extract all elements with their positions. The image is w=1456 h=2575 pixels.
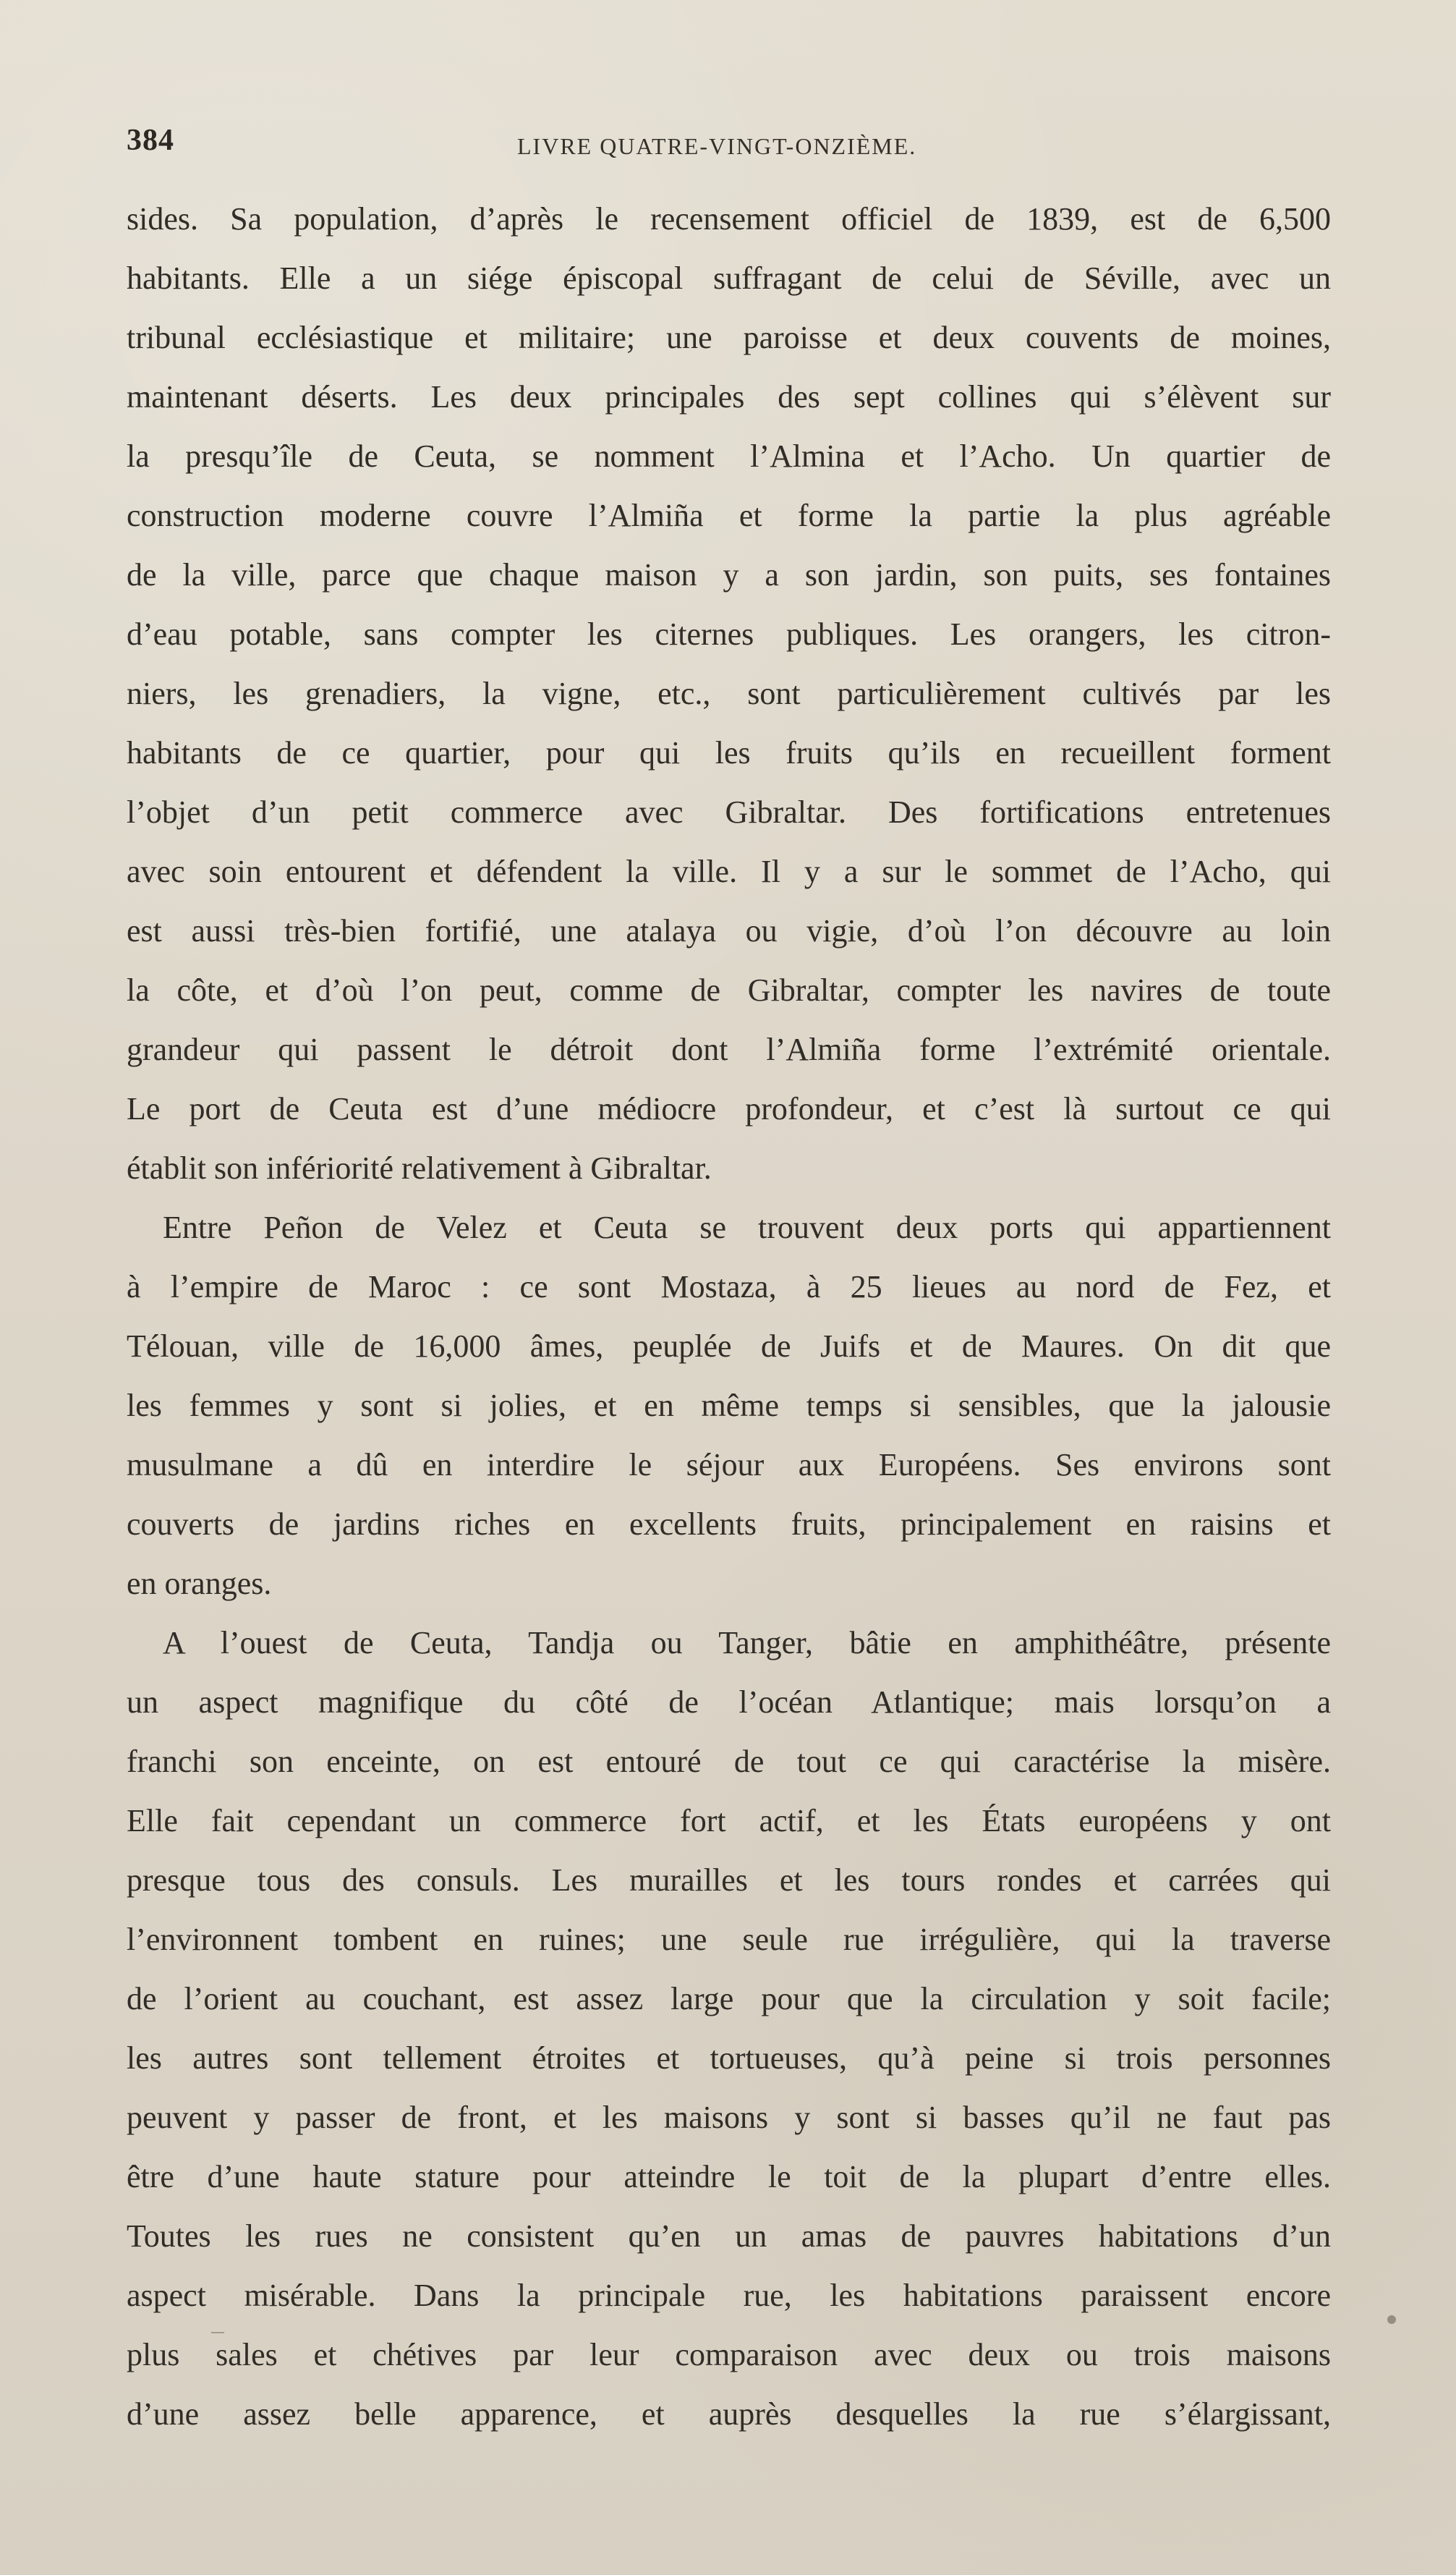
text-line: Le port de Ceuta est d’une médiocre profondeur, et c’est là surtout ce qui: [127, 1091, 1331, 1127]
paragraph-3: [127, 1613, 1331, 2444]
text-line: avec soin entourent et défendent la ville. Il y a sur le sommet de l’Acho, qui: [127, 854, 1331, 889]
text-line: Télouan, ville de 16,000 âmes, peuplée de Juifs et de Maures. On dit que: [127, 1328, 1331, 1364]
text-line: être d’une haute stature pour atteindre le toit de la plupart d’entre elles.: [127, 2159, 1331, 2194]
text-line: A l’ouest de Ceuta, Tandja ou Tanger, bâtie en amphithéâtre, présente: [163, 1625, 1331, 1660]
text-line: niers, les grenadiers, la vigne, etc., sont particulièrement cultivés par les: [127, 676, 1331, 711]
text-line: en oranges.: [127, 1566, 272, 1601]
page-header: [127, 123, 1331, 174]
text-line: l’environnent tombent en ruines; une seule rue irrégulière, qui la traverse: [127, 1922, 1331, 1957]
text-line: de la ville, parce que chaque maison y a son jardin, son puits, ses fontaines: [127, 557, 1331, 593]
text-line: presque tous des consuls. Les murailles et les tours rondes et carrées qui: [127, 1862, 1331, 1898]
text-line: de l’orient au couchant, est assez large pour que la circulation y soit facile;: [127, 1981, 1331, 2016]
text-line: plus sales et chétives par leur comparaison avec deux ou trois maisons: [127, 2337, 1331, 2372]
page-text: [127, 190, 1331, 2432]
text-line: Elle fait cependant un commerce fort actif, et les États européens y ont: [127, 1803, 1331, 1838]
text-line: l’objet d’un petit commerce avec Gibraltar. Des fortifications entretenues: [127, 794, 1331, 830]
text-line: d’eau potable, sans compter les citernes publiques. Les orangers, les citron-: [127, 616, 1331, 652]
text-line: la presqu’île de Ceuta, se nomment l’Almina et l’Acho. Un quartier de: [127, 438, 1331, 474]
text-line: musulmane a dû en interdire le séjour aux Européens. Ses environs sont: [127, 1447, 1331, 1482]
text-line: peuvent y passer de front, et les maisons y sont si basses qu’il ne faut pas: [127, 2100, 1331, 2135]
text-line: tribunal ecclésiastique et militaire; une paroisse et deux couvents de moines,: [127, 320, 1331, 355]
page-number: 384: [127, 124, 174, 157]
text-line: est aussi très-bien fortifié, une atalaya ou vigie, d’où l’on découvre au loin: [127, 913, 1331, 949]
text-line: habitants de ce quartier, pour qui les fruits qu’ils en recueillent forment: [127, 735, 1331, 771]
print-mark-dot: [1387, 2315, 1396, 2324]
text-line: un aspect magnifique du côté de l’océan Atlantique; mais lorsqu’on a: [127, 1684, 1331, 1720]
text-line: la côte, et d’où l’on peut, comme de Gibraltar, compter les navires de toute: [127, 972, 1331, 1008]
text-line: d’une assez belle apparence, et auprès desquelles la rue s’élargissant,: [127, 2396, 1331, 2432]
text-line: habitants. Elle a un siége épiscopal suffragant de celui de Séville, avec un: [127, 260, 1331, 296]
text-line: les autres sont tellement étroites et tortueuses, qu’à peine si trois personnes: [127, 2040, 1331, 2076]
text-line: construction moderne couvre l’Almiña et forme la partie la plus agréable: [127, 498, 1331, 533]
text-line: Entre Peñon de Velez et Ceuta se trouvent deux ports qui appartiennent: [163, 1210, 1331, 1245]
text-line: couverts de jardins riches en excellents fruits, principalement en raisins et: [127, 1506, 1331, 1542]
text-line: Toutes les rues ne consistent qu’en un amas de pauvres habitations d’un: [127, 2218, 1331, 2254]
paragraph-1: [127, 190, 1331, 1198]
print-mark-dash: [211, 2332, 224, 2333]
running-title: LIVRE QUATRE-VINGT-ONZIÈME.: [517, 133, 917, 159]
text-line: sides. Sa population, d’après le recensement officiel de 1839, est de 6,500: [127, 201, 1331, 237]
text-line: aspect misérable. Dans la principale rue, les habitations paraissent encore: [127, 2278, 1331, 2313]
text-line: franchi son enceinte, on est entouré de tout ce qui caractérise la misère.: [127, 1744, 1331, 1779]
text-line: grandeur qui passent le détroit dont l’Almiña forme l’extrémité orientale.: [127, 1032, 1331, 1067]
text-line: maintenant déserts. Les deux principales des sept collines qui s’élèvent sur: [127, 379, 1331, 415]
text-line: à l’empire de Maroc : ce sont Mostaza, à 25 lieues au nord de Fez, et: [127, 1269, 1331, 1305]
paragraph-2: [127, 1198, 1331, 1613]
text-line: les femmes y sont si jolies, et en même temps si sensibles, que la jalousie: [127, 1388, 1331, 1423]
text-line: établit son infériorité relativement à Gibraltar.: [127, 1150, 712, 1186]
